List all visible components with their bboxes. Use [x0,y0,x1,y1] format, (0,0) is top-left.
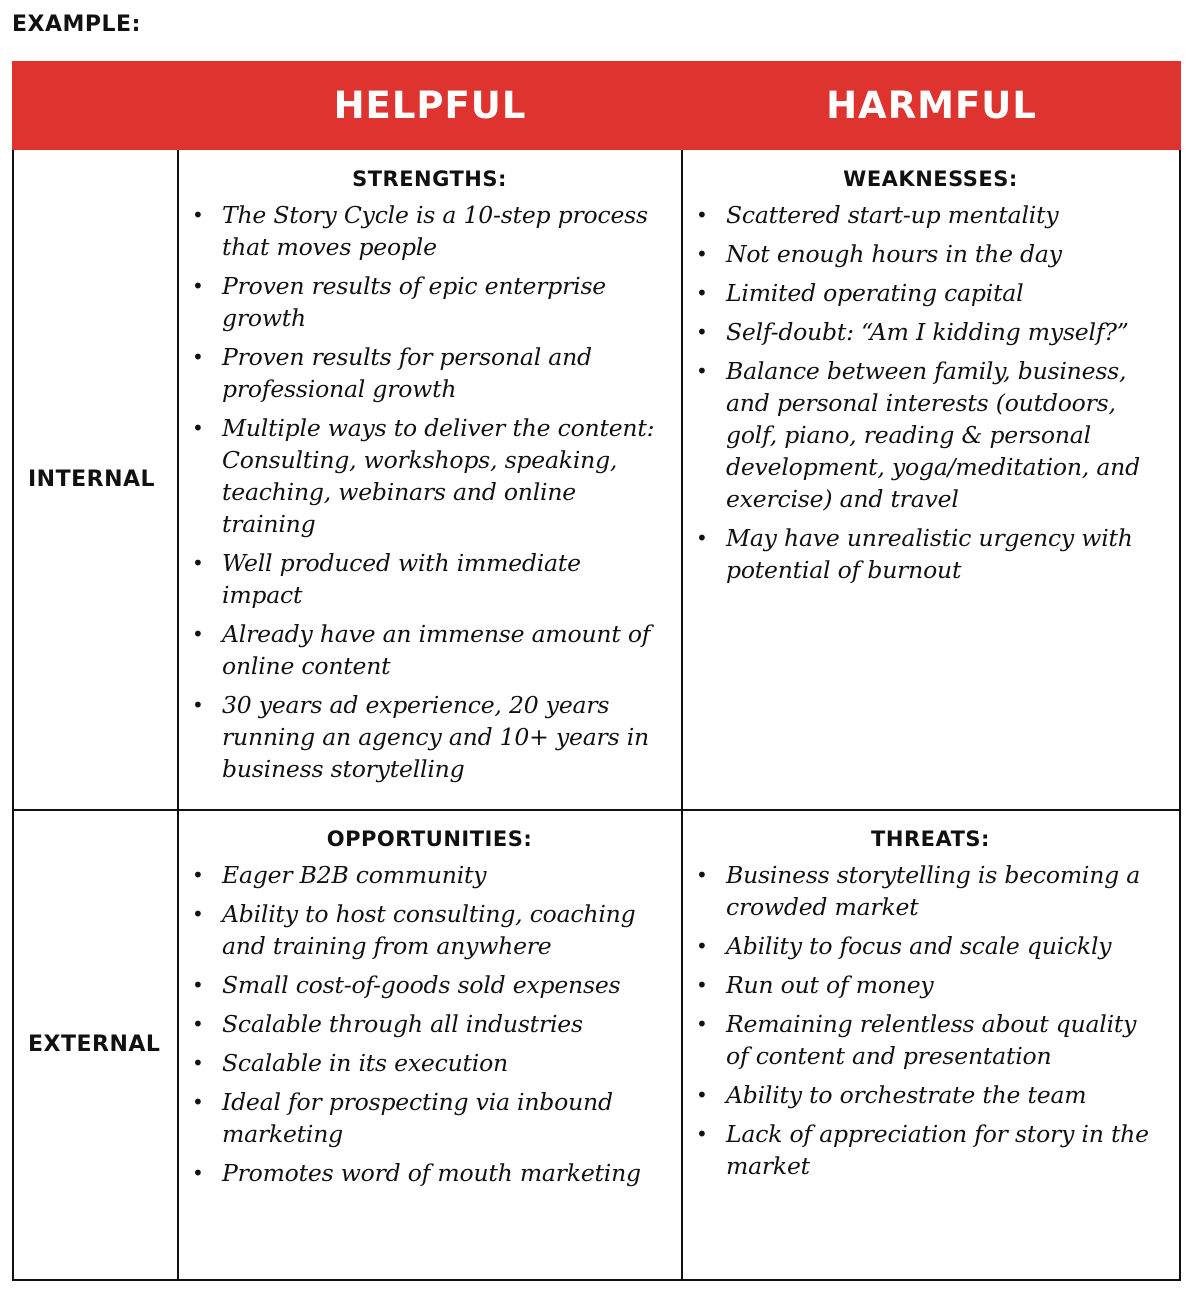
bullet-icon: • [192,1051,204,1075]
bullet-icon: • [696,242,708,266]
bullet-icon: • [696,973,708,997]
threats-title: THREATS: [871,827,990,851]
list-item [694,522,1165,586]
list-item [694,1008,1165,1072]
bullet-icon: • [192,551,204,575]
threats-list [682,859,1179,1182]
bullet-icon: • [696,863,708,887]
list-item-text: Multiple ways to deliver the content: Consulting, workshops, speaking, teaching, webinars and online training [222,414,655,538]
list-item [694,859,1165,923]
list-item-text: Ability to host consulting, coaching and training from anywhere [222,900,636,960]
list-item [190,689,667,785]
strengths-title: STRENGTHS: [352,167,507,191]
bullet-icon: • [696,320,708,344]
list-item-text: Proven results for personal and professional growth [222,343,592,403]
list-item-text: Run out of money [726,971,934,999]
bullet-icon: • [192,416,204,440]
bullet-icon: • [192,1090,204,1114]
list-item [190,618,667,682]
list-item [694,355,1165,515]
list-item-text: Limited operating capital [726,279,1024,307]
list-item-text: Scalable through all industries [222,1010,583,1038]
threats-quadrant [682,810,1181,1281]
list-item-text: Balance between family, business, and personal interests (outdoors, golf, piano, reading & personal development, yoga/meditation, and exercise) and travel [726,357,1140,513]
list-item [190,199,667,263]
list-item-text: Not enough hours in the day [726,240,1062,268]
weaknesses-title: WEAKNESSES: [843,167,1018,191]
list-item-text: The Story Cycle is a 10-step process that moves people [222,201,648,261]
list-item [190,1157,667,1189]
row-label-internal: INTERNAL [12,150,179,811]
header-band [12,61,1181,150]
list-item [694,1118,1165,1182]
list-item [694,238,1165,270]
bullet-icon: • [696,1083,708,1107]
bullet-icon: • [696,203,708,227]
list-item [694,277,1165,309]
list-item [190,898,667,962]
bullet-icon: • [696,1122,708,1146]
list-item [190,270,667,334]
weaknesses-list [682,199,1179,586]
list-item [694,969,1165,1001]
strengths-quadrant [178,150,683,811]
bullet-icon: • [192,1012,204,1036]
list-item-text: Scalable in its execution [222,1049,508,1077]
bullet-icon: • [192,902,204,926]
list-item [694,1079,1165,1111]
bullet-icon: • [192,693,204,717]
weaknesses-quadrant [682,150,1181,811]
list-item [190,1008,667,1040]
bullet-icon: • [696,281,708,305]
column-header-harmful: HARMFUL [826,84,1037,127]
list-item [190,547,667,611]
list-item-text: Lack of appreciation for story in the market [726,1120,1149,1180]
bullet-icon: • [696,526,708,550]
bullet-icon: • [696,1012,708,1036]
list-item-text: Self-doubt: “Am I kidding myself?” [726,318,1129,346]
bullet-icon: • [192,274,204,298]
list-item-text: Well produced with immediate impact [222,549,581,609]
list-item [190,412,667,540]
bullet-icon: • [192,1161,204,1185]
list-item [694,199,1165,231]
opportunities-title: OPPORTUNITIES: [326,827,533,851]
list-item-text: Business storytelling is becoming a crowded market [726,861,1141,921]
list-item-text: Promotes word of mouth marketing [222,1159,641,1187]
bullet-icon: • [192,345,204,369]
list-item [694,930,1165,962]
opportunities-list [178,859,681,1189]
list-item [190,341,667,405]
list-item [190,1086,667,1150]
row-label-external: EXTERNAL [12,810,179,1281]
swot-table [12,61,1181,1281]
opportunities-quadrant [178,810,683,1281]
list-item-text: Scattered start-up mentality [726,201,1059,229]
bullet-icon: • [192,863,204,887]
list-item [190,1047,667,1079]
bullet-icon: • [192,203,204,227]
list-item-text: 30 years ad experience, 20 years running an agency and 10+ years in business storytelling [222,691,649,783]
bullet-icon: • [192,622,204,646]
strengths-list [178,199,681,785]
list-item [694,316,1165,348]
bullet-icon: • [192,973,204,997]
list-item-text: Ideal for prospecting via inbound marketing [222,1088,613,1148]
list-item-text: Eager B2B community [222,861,487,889]
list-item [190,969,667,1001]
bullet-icon: • [696,934,708,958]
list-item-text: Already have an immense amount of online content [222,620,651,680]
list-item-text: Small cost-of-goods sold expenses [222,971,621,999]
list-item [190,859,667,891]
list-item-text: Ability to focus and scale quickly [726,932,1112,960]
column-header-helpful: HELPFUL [333,84,527,127]
bullet-icon: • [696,359,708,383]
list-item-text: Remaining relentless about quality of content and presentation [726,1010,1137,1070]
list-item-text: May have unrealistic urgency with potential of burnout [726,524,1133,584]
list-item-text: Proven results of epic enterprise growth [222,272,607,332]
example-label: EXAMPLE: [12,12,141,37]
list-item-text: Ability to orchestrate the team [726,1081,1087,1109]
